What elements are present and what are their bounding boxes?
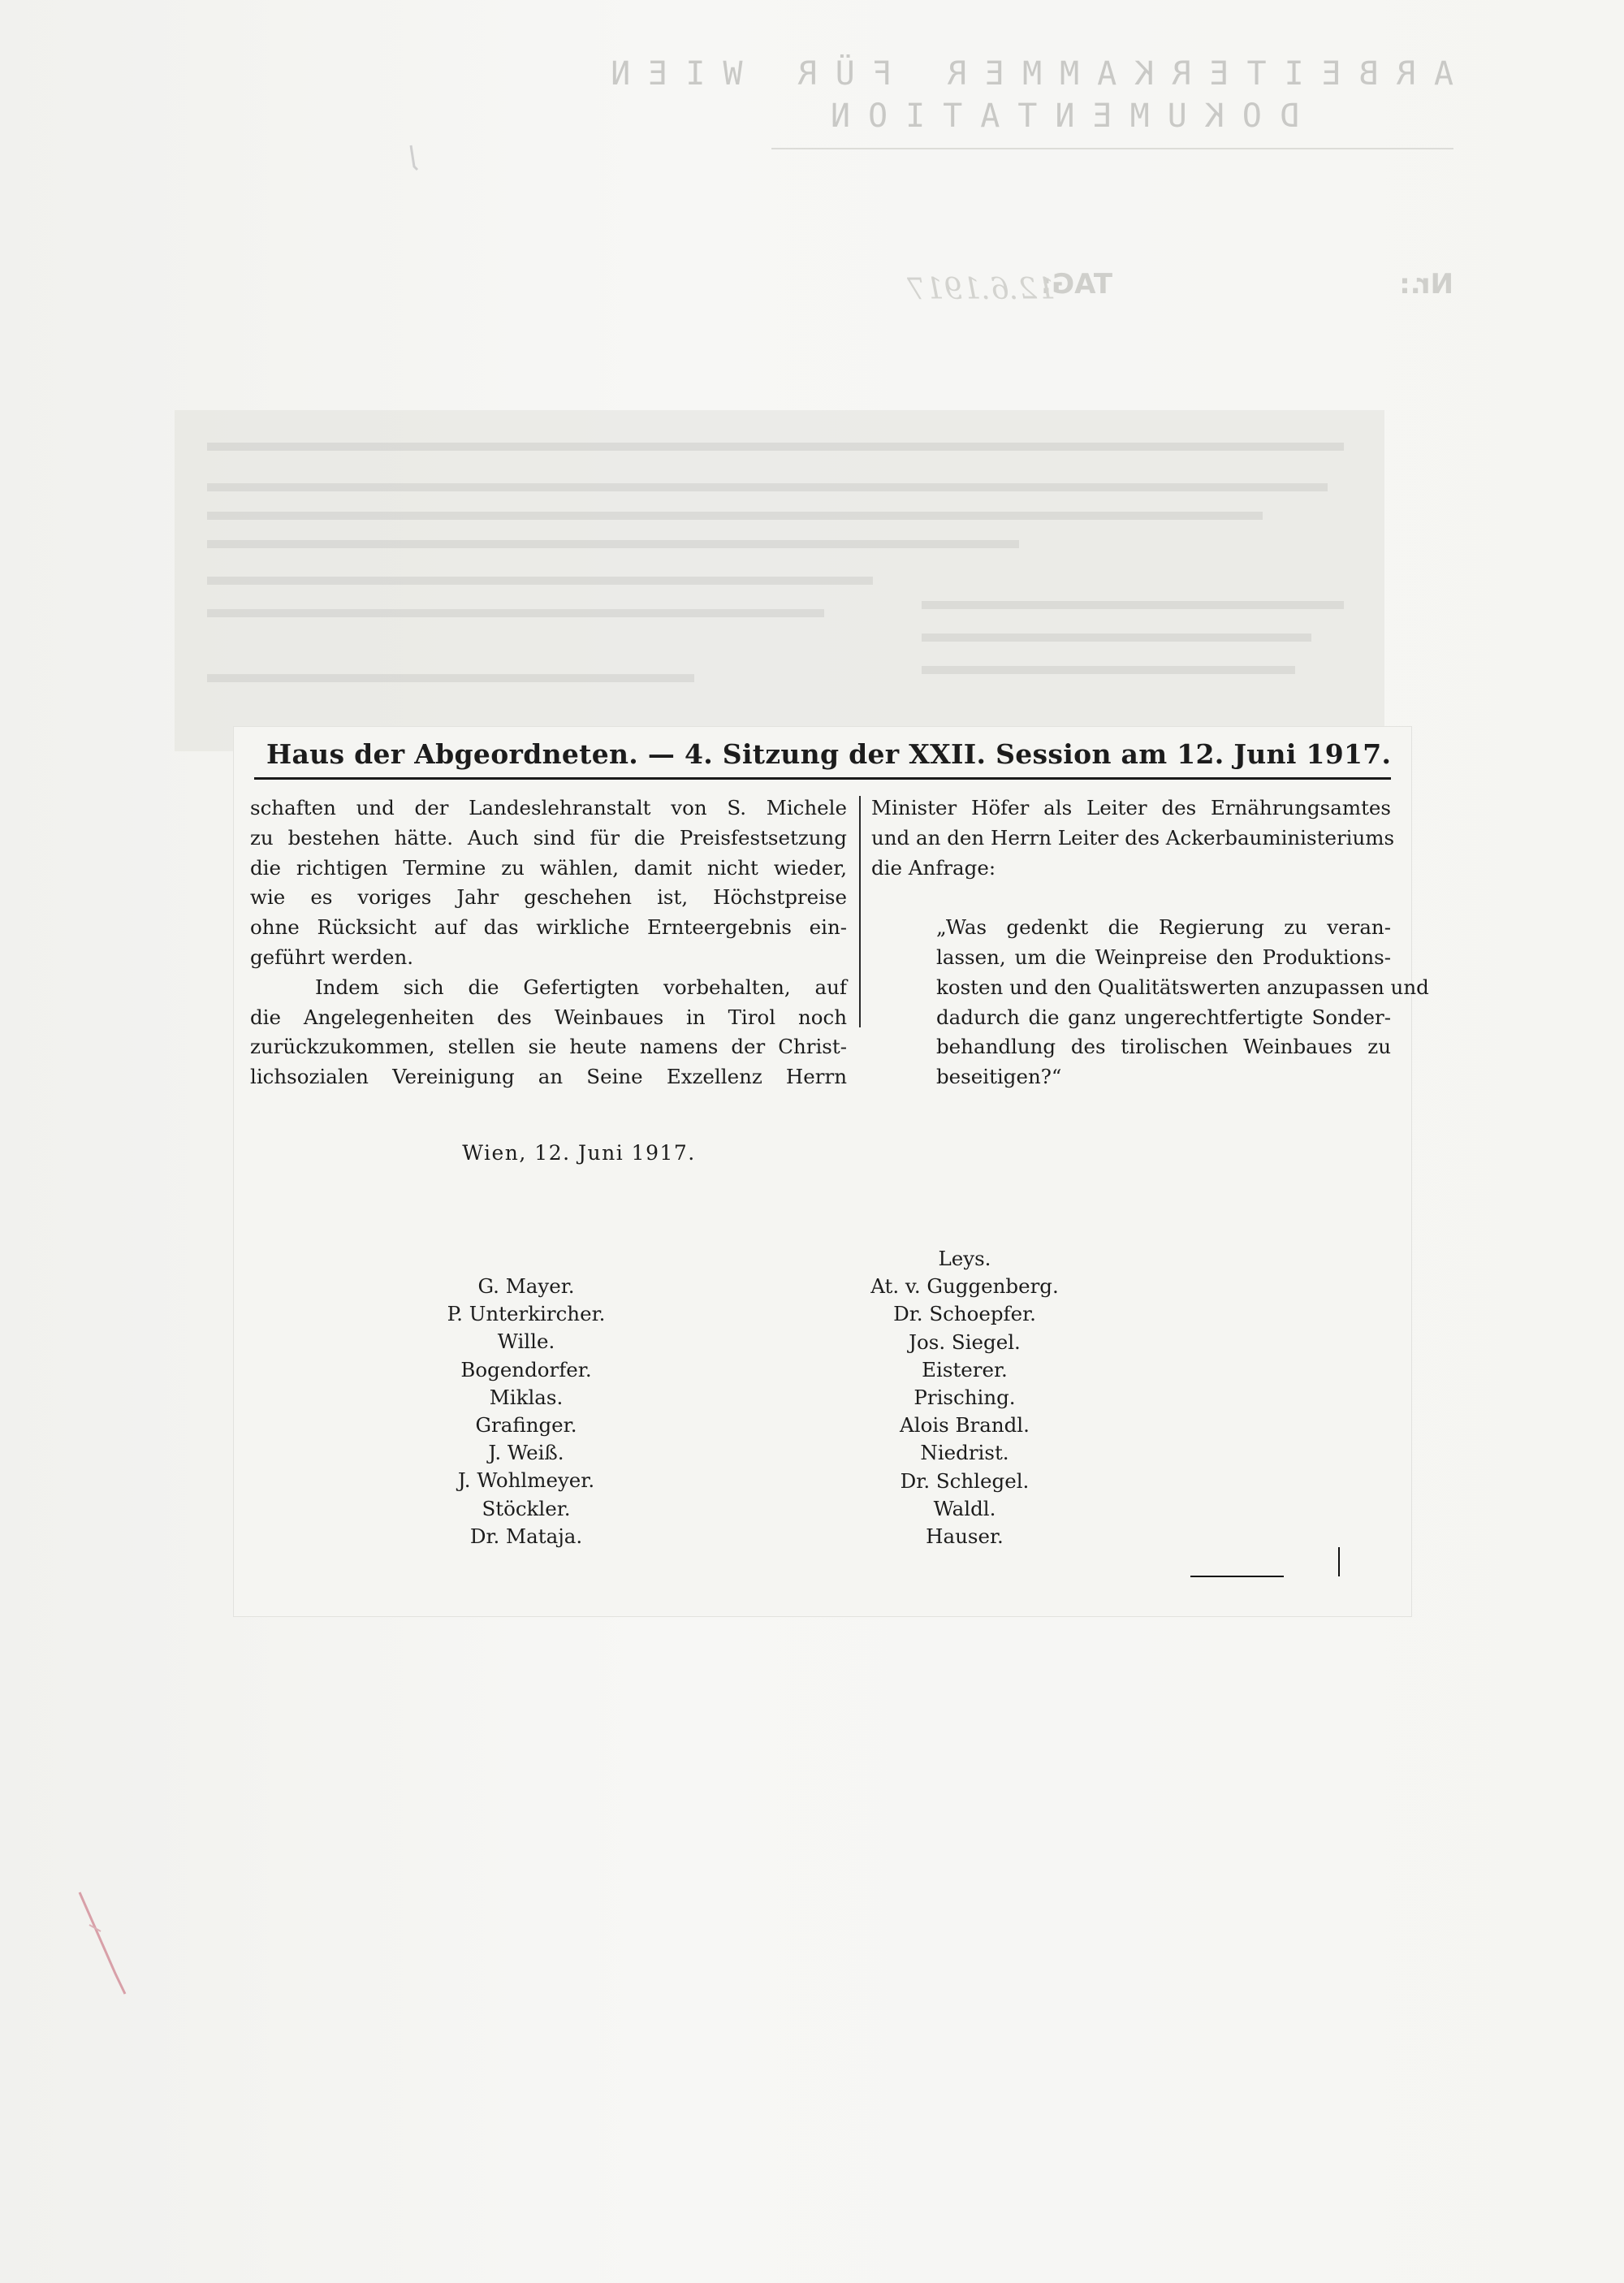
end-rule-tick [1338,1547,1340,1576]
right-line: die Anfrage: [871,855,996,880]
right-line: lassen, um die Weinpreise den Produktions- [936,945,1391,969]
stamp-line-1: ARBEITERKAMMER FÜR WIEN [593,55,1453,93]
signature-name: Jos. Siegel. [909,1330,1021,1354]
stamp-line-2: DOKUMENTATION [812,97,1299,135]
left-line: zu bestehen hätte. Auch sind für die Preisfestsetzung [250,825,847,850]
signature-name: Dr. Mataja. [469,1524,583,1548]
signature-name: Bogendorfer. [460,1357,592,1381]
stamp-tag-label: TAG: [1040,268,1112,301]
signature-name: Miklas. [489,1385,564,1409]
left-line: wie es voriges Jahr geschehen ist, Höchstpreise [250,885,847,910]
signatures-right [794,1245,1135,1550]
left-line: geführt werden. [250,945,414,969]
right-line [871,883,1391,913]
end-rule [1190,1576,1284,1577]
signature-name: J. Weiß. [488,1441,564,1465]
signature-name: Wille. [497,1330,555,1354]
right-line: behandlung des tirolischen Weinbaues zu [936,1035,1391,1059]
archive-stamp [593,55,1453,153]
signature-name: At. v. Guggenberg. [870,1274,1059,1299]
show-through-background [175,410,1384,751]
place-and-date: Wien, 12. Juni 1917. [462,1141,696,1165]
right-line: „Was gedenkt die Regierung zu veran- [936,915,1391,940]
signature-name: Grafinger. [475,1412,577,1437]
right-line: beseitigen?“ [936,1065,1062,1089]
newspaper-clipping [234,727,1429,1616]
signature-name: J. Wohlmeyer. [457,1468,595,1493]
signature-name: Dr. Schoepfer. [893,1302,1036,1326]
stamp-tag-value: 12.6.1917 [906,273,1056,306]
signature-name: Niedrist. [920,1441,1009,1465]
stamp-rule [771,148,1453,149]
left-line: zurückzukommen, stellen sie heute namens der Christ- [250,1035,847,1059]
signature-name: G. Mayer. [477,1274,575,1298]
left-line: Indem sich die Gefertigten vorbehalten, auf [315,975,847,999]
stamp-nr-label: Nr.: [1399,268,1453,301]
column-divider [859,796,861,1027]
left-line: die Angelegenheiten des Weinbaues in Tirol noch [250,1005,847,1029]
right-line: und an den Herrn Leiter des Ackerbauministeriums [871,825,1395,850]
right-line: dadurch die ganz ungerechtfertigte Sonder- [936,1005,1391,1029]
signature-name: Stöckler. [482,1496,571,1520]
left-line: schaften und der Landeslehranstalt von S. Michele [250,796,847,819]
left-column [250,793,847,1092]
signature-name: Dr. Schlegel. [900,1468,1030,1493]
clipping-headline: Haus der Abgeordneten. — 4. Sitzung der XXII. Session am 12. Juni 1917. [266,738,1392,770]
signature-name: Prisching. [914,1385,1016,1409]
left-line: die richtigen Termine zu wählen, damit nicht wieder, [250,855,847,880]
signature-name: Leys. [938,1247,991,1270]
red-pencil-mark [73,1884,138,1998]
signature-name: Alois Brandl. [900,1413,1030,1438]
signature-name: Waldl. [933,1496,996,1520]
headline-rule [254,777,1391,780]
signatures-left [315,1273,737,1550]
signature-name: P. Unterkircher. [447,1302,606,1326]
signature-name: Hauser. [926,1524,1004,1548]
left-line: ohne Rücksicht auf das wirkliche Ernteergebnis ein- [250,915,847,940]
left-line: lichsozialen Vereinigung an Seine Exzellenz Herrn [250,1065,847,1089]
signature-name: Eisterer. [922,1357,1008,1381]
right-line: Minister Höfer als Leiter des Ernährungsamtes [871,796,1391,819]
pencil-mark [406,142,422,175]
right-line: kosten und den Qualitätswerten anzupassen und [936,975,1429,999]
right-column [871,793,1429,1092]
